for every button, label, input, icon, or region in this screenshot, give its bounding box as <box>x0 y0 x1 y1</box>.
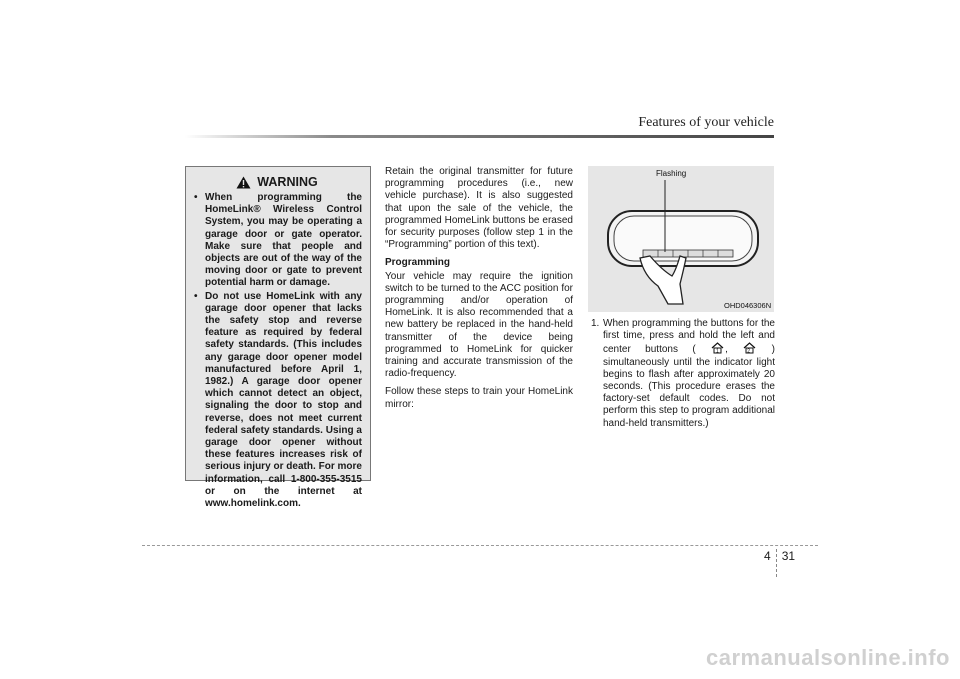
svg-text:1: 1 <box>716 348 719 355</box>
step-1-text-b: ) simultaneously until the indicator light begins to flash after approximately 20 seconds. (This procedure erases the factory-set default codes. Do not perform this step to program additional hand-held transmitters.) <box>603 344 775 429</box>
step-1 <box>591 318 775 430</box>
step-1-number: 1. <box>591 318 600 329</box>
follow-paragraph: Follow these steps to train your HomeLink mirror: <box>385 386 573 410</box>
warning-heading <box>192 175 362 189</box>
footer-rule <box>142 545 818 546</box>
svg-text:2: 2 <box>747 348 751 355</box>
programming-heading: Programming <box>385 257 451 269</box>
header-title: Features of your vehicle <box>638 115 774 130</box>
header-rule <box>185 135 774 138</box>
figure-label: Flashing <box>656 169 687 178</box>
mirror-figure <box>588 166 774 312</box>
step-1-text-a: When programming the buttons for the first time, press and hold the left and center buttons ( <box>603 318 775 356</box>
body-column <box>385 166 573 417</box>
warning-box <box>185 166 371 510</box>
homelink-button-1-icon <box>710 342 725 354</box>
page-number-separator <box>776 549 777 577</box>
chapter-number: 4 <box>764 549 771 563</box>
warning-item-1: • When programming the HomeLink® Wireless Control System, you may be operating a garage door or gate operator. Make sure that people and objects are out of the way of the moving door or gate to prevent potential harm or damage. <box>192 192 362 290</box>
page-number <box>764 549 795 577</box>
programming-paragraph: Your vehicle may require the ignition switch to be turned to the ACC position for programming and/or operation of HomeLink. It is also recommended that a new battery be replaced in the hand-held transmitter of the device being programmed to HomeLink for quicker training and accurate transmission of the radio-frequency. <box>385 270 573 380</box>
watermark: carmanualsonline.info <box>706 645 950 670</box>
intro-paragraph: Retain the original transmitter for future programming procedures (i.e., new vehicle purchase). It is also suggested that upon the sale of the vehicle, the programmed HomeLink buttons be erased for security purposes (follow step 1 in the “Programming” portion of this text). <box>385 166 573 251</box>
warning-list <box>192 192 362 510</box>
warning-item-2: • Do not use HomeLink with any garage door opener that lacks the safety stop and reverse feature as required by federal safety standards. (This includes any garage door opener model manufactured before April 1, 1982.) A garage door opener which cannot detect an object, signaling the door to stop and reverse, does not meet current federal safety standards. Using a garage door opener without these features increases risk of serious injury or death. For more information, call 1-800-355-3515 or on the internet at www.homelink.com. <box>192 291 362 511</box>
warning-title: WARNING <box>257 175 318 189</box>
homelink-button-2-icon <box>742 342 757 354</box>
figure-code: OHD046306N <box>724 301 772 310</box>
warning-triangle-icon <box>236 176 251 189</box>
step-1-separator: , <box>725 344 728 356</box>
page-number-value: 31 <box>781 549 796 563</box>
